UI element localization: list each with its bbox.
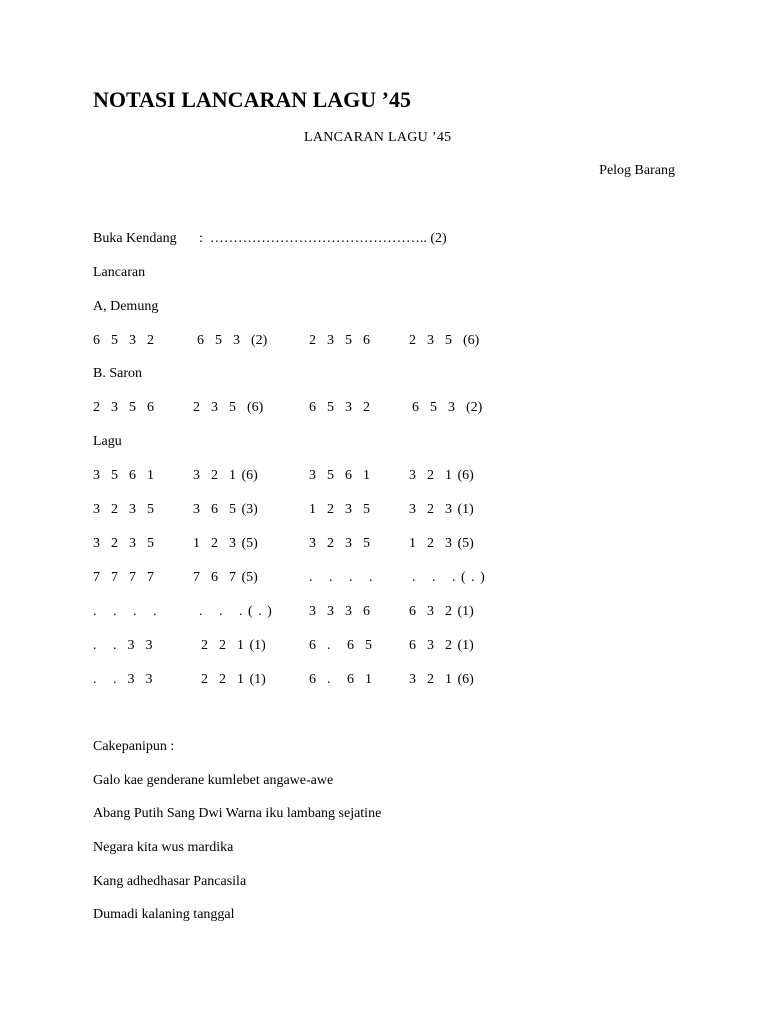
lyric-line: Abang Putih Sang Dwi Warna iku lambang sejatine bbox=[93, 806, 382, 821]
title: NOTASI LANCARAN LAGU ’45 bbox=[93, 87, 412, 112]
notation-cell: 6 5 3 2 bbox=[309, 400, 370, 415]
notation-cell: 2 3 5 6 bbox=[93, 400, 154, 415]
notation-cell: 2 2 1 (1) bbox=[201, 672, 266, 687]
notation-cell: 3 2 3 (1) bbox=[409, 502, 474, 517]
notation-cell: 6 5 3 (2) bbox=[197, 333, 268, 348]
notation-cell: 3 2 1 (6) bbox=[193, 468, 258, 483]
notation-cell: 7 7 7 7 bbox=[93, 570, 154, 585]
lagu-label: Lagu bbox=[93, 434, 122, 449]
notation-cell: 1 2 3 (5) bbox=[409, 536, 474, 551]
subtitle: LANCARAN LAGU ’45 bbox=[304, 130, 452, 145]
notation-cell: 1 2 3 (5) bbox=[193, 536, 258, 551]
notation-cell: 6 5 3 (2) bbox=[412, 400, 483, 415]
notation-cell: 1 2 3 5 bbox=[309, 502, 370, 517]
notation-cell: 7 6 7 (5) bbox=[193, 570, 258, 585]
notation-cell: 6 . 6 1 bbox=[309, 672, 372, 687]
notation-cell: 3 2 3 5 bbox=[93, 502, 154, 517]
notation-cell: 6 3 2 (1) bbox=[409, 638, 474, 653]
notation-cell: . . . . bbox=[93, 604, 157, 619]
cakepan-label: Cakepanipun : bbox=[93, 739, 175, 754]
mode-label: Pelog Barang bbox=[599, 163, 675, 178]
notation-cell: 3 5 6 1 bbox=[309, 468, 370, 483]
buka-kendang-value: : ……………………………………….. (2) bbox=[199, 231, 447, 246]
notation-cell: 6 3 2 (1) bbox=[409, 604, 474, 619]
demung-label: A, Demung bbox=[93, 299, 159, 314]
lyric-line: Galo kae genderane kumlebet angawe-awe bbox=[93, 773, 334, 788]
notation-cell: 3 2 1 (6) bbox=[409, 672, 474, 687]
notation-cell: 3 2 3 5 bbox=[309, 536, 370, 551]
notation-cell: 3 5 6 1 bbox=[93, 468, 154, 483]
notation-cell: 3 3 3 6 bbox=[309, 604, 370, 619]
notation-cell: 6 5 3 2 bbox=[93, 333, 154, 348]
notation-cell: 2 3 5 (6) bbox=[193, 400, 264, 415]
buka-kendang-label: Buka Kendang bbox=[93, 231, 177, 246]
notation-cell: 3 6 5 (3) bbox=[193, 502, 258, 517]
notation-cell: . . . . bbox=[309, 570, 373, 585]
notation-cell: 3 2 1 (6) bbox=[409, 468, 474, 483]
lyric-line: Kang adhedhasar Pancasila bbox=[93, 874, 247, 889]
lancaran-label: Lancaran bbox=[93, 265, 146, 280]
lyric-line: Negara kita wus mardika bbox=[93, 840, 234, 855]
notation-cell: . . 3 3 bbox=[93, 672, 153, 687]
notation-cell: 6 . 6 5 bbox=[309, 638, 372, 653]
saron-label: B. Saron bbox=[93, 366, 142, 381]
notation-cell: 3 2 3 5 bbox=[93, 536, 154, 551]
notation-cell: . . . ( . ) bbox=[199, 604, 272, 619]
notation-cell: . . . ( . ) bbox=[412, 570, 485, 585]
notation-cell: 2 3 5 (6) bbox=[409, 333, 480, 348]
lyric-line: Dumadi kalaning tanggal bbox=[93, 907, 235, 922]
notation-cell: . . 3 3 bbox=[93, 638, 153, 653]
notation-cell: 2 2 1 (1) bbox=[201, 638, 266, 653]
notation-cell: 2 3 5 6 bbox=[309, 333, 370, 348]
